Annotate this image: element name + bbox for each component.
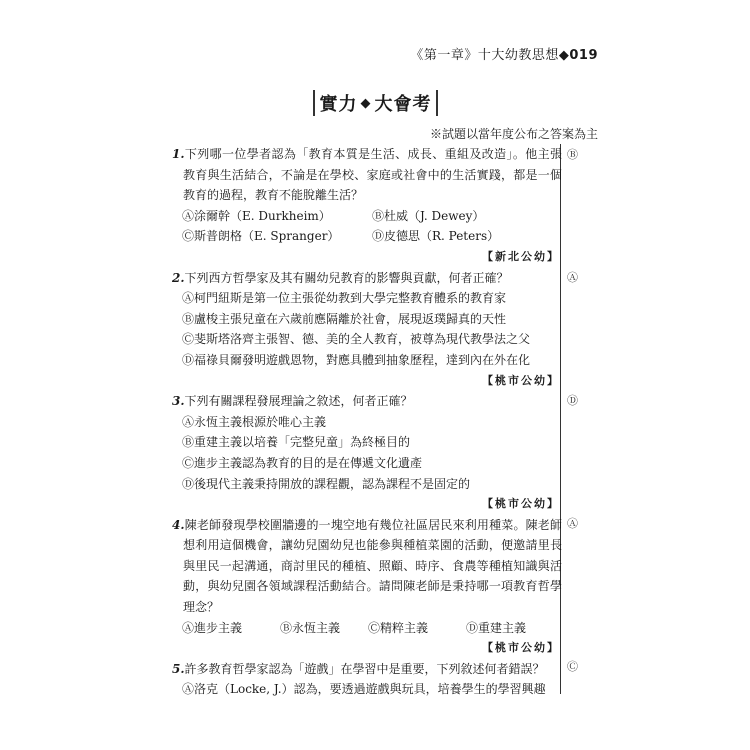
- question-5: [172, 659, 562, 700]
- question-number: 1.: [172, 147, 185, 161]
- question-source: 【桃市公幼】: [482, 373, 560, 387]
- question-text: 下列哪一位學者認為「教育本質是生活、成長、重組及改造」。他主張教育與生活結合，不論是在學校、家庭或社會中的生活實踐，都是一個教育的過程，教育不能脫離生活？: [183, 147, 562, 203]
- chapter-label: 《第一章》十大幼教思想◆: [410, 48, 570, 63]
- question-source: 【桃市公幼】: [482, 497, 560, 511]
- option-d: Ⓓ皮德思（R. Peters）: [372, 229, 500, 244]
- section-title: [313, 88, 438, 118]
- option-a: Ⓐ洛克（Locke, J.）認為，要透過遊戲與玩具，培養學生的學習興趣: [182, 682, 546, 697]
- option-a: Ⓐ永恆主義根源於唯心主義: [182, 414, 327, 429]
- question-number: 4.: [172, 517, 185, 532]
- question-3: [172, 391, 562, 515]
- option-c: Ⓒ斯普朗格（E. Spranger）: [182, 229, 340, 244]
- option-d: Ⓓ後現代主義秉持開放的課程觀，認為課程不是固定的: [182, 476, 471, 491]
- option-a: Ⓐ進步主義: [182, 620, 243, 635]
- option-row: [172, 206, 562, 227]
- question-stem: [172, 391, 562, 412]
- answer-2: Ⓐ: [567, 271, 578, 284]
- title-left-bar: [313, 90, 315, 116]
- question-text: 下列西方哲學家及其有關幼兒教育的影響與貢獻，何者正確？: [184, 270, 509, 285]
- option-a: Ⓐ涂爾幹（E. Durkheim）: [182, 208, 331, 223]
- question-source: 【桃市公幼】: [482, 641, 560, 655]
- section-title-right: 大會考: [374, 94, 432, 115]
- question-number: 2.: [172, 270, 185, 285]
- option-b: Ⓑ盧梭主張兒童在六歲前應隔離於社會，展現返璞歸真的天性: [182, 311, 507, 326]
- question-4: [172, 515, 562, 659]
- question-number: 3.: [172, 394, 185, 409]
- option-d: Ⓓ重建主義: [466, 620, 527, 635]
- question-source: 【新北公幼】: [482, 249, 560, 263]
- question-text: 下列有關課程發展理論之敘述，何者正確？: [184, 394, 413, 409]
- option-row: [172, 618, 562, 639]
- option-b: Ⓑ重建主義以培養「完整兒童」為終極目的: [182, 435, 411, 450]
- question-stem: [172, 515, 562, 618]
- option-b: Ⓑ永恆主義: [280, 620, 341, 635]
- option-d: Ⓓ福祿貝爾發明遊戲恩物，對應具體到抽象歷程，達到內在外在化: [182, 352, 531, 367]
- answer-4: Ⓐ: [567, 517, 578, 530]
- option-c: Ⓒ進步主義認為教育的目的是在傳遞文化遺產: [182, 455, 423, 470]
- page-number: 019: [569, 48, 598, 63]
- answer-1: Ⓑ: [567, 148, 578, 161]
- question-stem: [172, 144, 562, 206]
- question-text: 陳老師發現學校圍牆邊的一塊空地有幾位社區居民來利用種菜。陳老師想利用這個機會，讓幼兒園幼兒也能參與種植菜園的活動，便邀請里長與里民一起溝通，商討里民的種植、照顧、時序、食農等種植知識與活動，與幼兒園各領域課程活動結合。請問陳老師是秉持哪一項教育哲學理念？: [183, 517, 562, 615]
- question-list: [172, 144, 562, 700]
- question-1: [172, 144, 562, 268]
- section-title-left: 實力: [319, 94, 358, 115]
- option-a: Ⓐ柯門紐斯是第一位主張從幼教到大學完整教育體系的教育家: [182, 291, 507, 306]
- answer-5: Ⓒ: [567, 660, 578, 673]
- question-stem: [172, 659, 562, 680]
- title-right-bar: [436, 90, 438, 116]
- diamond-icon: ◆: [360, 95, 372, 111]
- running-header: [410, 44, 598, 63]
- question-number: 5.: [172, 661, 185, 676]
- question-stem: [172, 268, 562, 289]
- answer-3: Ⓓ: [567, 394, 578, 407]
- question-text: 許多教育哲學家認為「遊戲」在學習中是重要，下列敘述何者錯誤？: [184, 661, 545, 676]
- option-b: Ⓑ杜威（J. Dewey）: [372, 208, 485, 223]
- question-2: [172, 268, 562, 392]
- option-c: Ⓒ斐斯塔洛齊主張智、德、美的全人教育，被尊為現代教學法之父: [182, 332, 531, 347]
- answer-note: ※試題以當年度公布之答案為主: [429, 127, 598, 141]
- option-c: Ⓒ精粹主義: [368, 620, 429, 635]
- option-row: [172, 226, 562, 247]
